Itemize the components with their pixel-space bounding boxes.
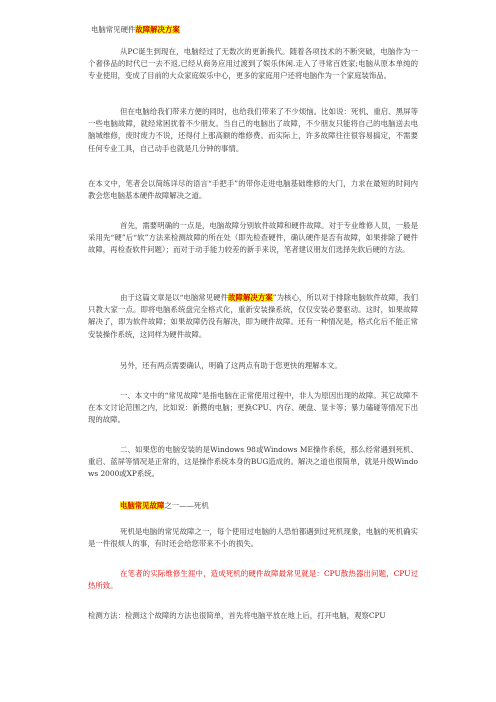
section-heading <box>120 500 450 512</box>
paragraph-11: 检测方法：检测这个故障的方法也很简单，首先将电脑平放在地上后，打开电脑，观察CPU <box>88 611 386 620</box>
paragraph-3: 在本文中，笔者会以简练详尽的语言“手把手”的带你走进电脑基础维修的大门，力求在最短的时间内教会您电脑基本硬件故障解决之道。 <box>88 179 418 201</box>
section-heading-crash <box>88 500 450 512</box>
paragraph-7: 一、本文中的“常见故障”是指电脑在正常使用过程中，非人为原因出现的故障。其它故障不在本文讨论范围之内，比如说：新攒的电脑；更换CPU、内存、硬盘、显卡等；暴力磕碰等情况下出现的故障。 <box>88 391 418 425</box>
section-heading-rest: 之一——死机 <box>164 501 209 510</box>
paragraph-software <box>88 292 418 341</box>
paragraph-trouble <box>88 106 418 155</box>
paragraph-2: 但在电脑给我们带来方便的同时，也给我们带来了不少烦恼。比如说：死机、重启、黑屏等一些电脑故障，就经常困扰着不少朋友。当自己的电脑出了故障，不少朋友只能将自己的电脑送去电脑城维修，废时废力不说，还得付上那高额的维修费。而实际上，许多故障往往很容易搞定，不需要任何专业工具，自己动手也就是几分钟的事情。 <box>88 107 418 153</box>
paragraph-4: 首先，需要明确的一点是，电脑故障分别软件故障和硬件故障。对于专业维修人员，一般是采用先“硬”后“软”方法来检测故障的所在处（即先检查硬件，确认硬件是否有故障，如果排除了硬件故障，再检查软件问题）；而对于动手能力较差的新手来说，笔者建议朋友们选择先软后硬的方法。 <box>88 221 418 255</box>
paragraph-crash-cause <box>88 568 418 592</box>
paragraph-6: 另外，还有两点需要确认，明确了这两点有助于您更快的理解本文。 <box>120 361 342 370</box>
paragraph-5-end: ”为核心，所以对于排除电脑软件故障，我们只教大家一点。即将电脑系统盘完全格式化，重新安装操系统，仅仅安装必要驱动。这时，如果故障解决了，即为软件故障；如果故障仍没有解决，即为硬件故障。还有一种情况是，格式化后不能正常安装操作系统，这同样为硬件故障。 <box>88 293 419 339</box>
paragraph-crash-intro <box>88 526 418 550</box>
paragraph-5-highlight: 故障解决方案 <box>228 293 273 302</box>
title-highlight: 故障解决方案 <box>135 25 180 34</box>
paragraph-5-start: 由于这篇文章是以“电脑常见硬件 <box>120 293 229 302</box>
paragraph-confirm <box>88 360 418 372</box>
paragraph-detect <box>88 610 418 622</box>
paragraph-method <box>88 220 418 257</box>
paragraph-5 <box>88 292 418 341</box>
paragraph-10: 在笔者的实际维修生涯中，造成死机的硬件故障最常见就是：CPU散热器出问题，CPU过热所致。 <box>88 569 418 591</box>
document-title <box>88 24 418 36</box>
paragraph-purpose <box>88 178 418 202</box>
paragraph-point-one <box>88 390 418 427</box>
paragraph-8: 二、如果您的电脑安装的是Windows 98或Windows ME操作系统，那么经常遇到死机、重启、蓝屏等情况是正常的，这是操作系统本身的BUG造成的。解决之道也很简单，就是升级Windows 2000或XP系统。 <box>88 445 418 479</box>
paragraph-1: 从PC诞生到现在，电脑经过了无数次的更新换代。随着各项技术的不断突破，电脑作为一个奢侈品的时代已一去不返,已经从商务应用过渡到了娱乐休闲.走入了寻常百姓家;电脑从原本单纯的专业使用，变成了目前的大众家庭娱乐中心，更多的家庭用户还将电脑作为一个家庭装饰品。 <box>88 47 418 81</box>
section-heading-highlight: 电脑常见故障 <box>120 501 165 510</box>
paragraph-point-two <box>88 444 418 481</box>
paragraph-intro <box>88 46 418 83</box>
paragraph-9: 死机是电脑的常见故障之一，每个使用过电脑的人恐怕都遇到过死机现象，电脑的死机确实是一件很烦人的事，有时还会给您带来不小的损失。 <box>88 527 418 549</box>
title-text: 电脑常见硬件 <box>91 25 136 34</box>
